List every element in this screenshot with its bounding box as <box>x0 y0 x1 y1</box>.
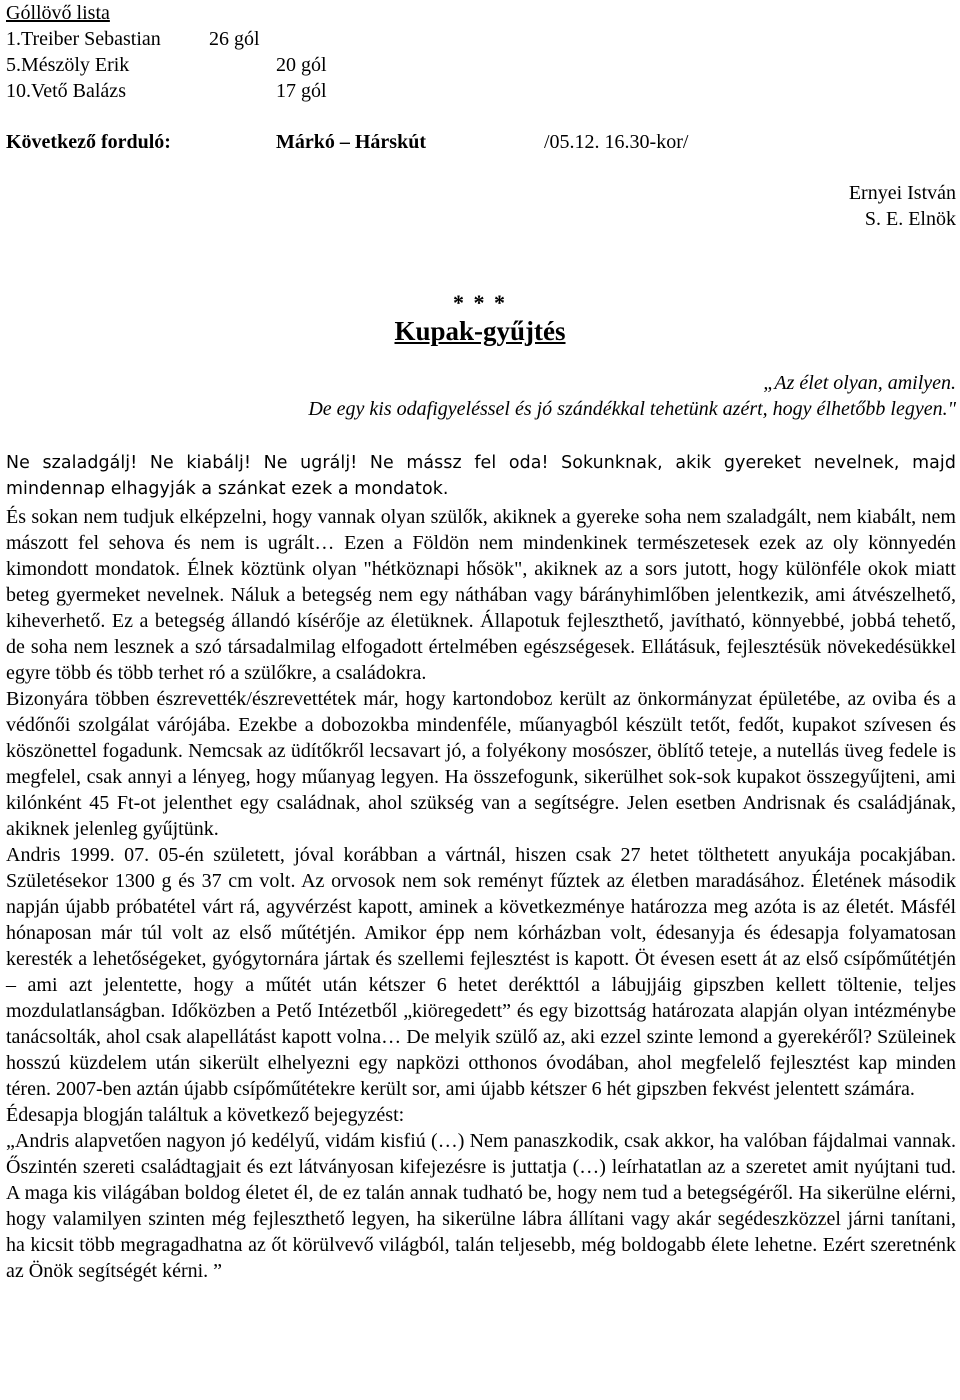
motto-line-2: De egy kis odafigyeléssel és jó szándékkal tehetünk azért, hogy élhetőbb legyen." <box>308 398 956 420</box>
article-paragraph: És sokan nem tudjuk elképzelni, hogy vannak olyan szülők, akiknek a gyereke soha nem szaladgált, nem kiabált, nem mászott fel sehova és nem is ugrált… Ezen a Földön nem mindenkinek természetesek ezek az oly könnyedén kimondott mondatok. Élnek köztünk olyan "hétköznapi hősök", akiknek az a sors jutott, hogy különféle okok miatt beteg gyermeket nevelnek. Náluk a betegség nem egy náthában vagy bárányhimlőben jelentkezik, ami átvészelhető, kiheverhető. Ez a betegség állandó kísérője az életüknek. Állapotuk fejleszthető, javítható, könnyebbé, jobbá tehető, de soha nem lesznek a szó társadalmilag elfogadott értelmében egészségesek. Ellátásuk, fejlesztésük növekedésükkel egyre több és több terhet ró a szülőkre, a családokra. <box>6 506 956 684</box>
article-paragraph: Bizonyára többen észrevették/észrevettétek már, hogy kartondoboz került az önkormányzat épületébe, az oviba és a védőnői szolgálat várójába. Ezekbe a dobozokba mindenféle, műanyagból készült tetőt, fedőt, kupakot szívesen és köszönettel fogadunk. Nemcsak az üdítőkről lecsavart jó, a folyékony mosószer, öblítő teteje, a nutellás üveg fedele is megfelel, csak annyi a lényeg, hogy műanyag legyen. Ha összefogunk, sikerülhet sok-sok kupakot összegyűjteni, ami kilónként 45 Ft-ot jelenthet egy családnak, ahol szükség van a segítségre. Jelen esetben Andrisnak és családjának, akiknek jelenleg gyűjtünk. <box>6 688 956 840</box>
article-quote-paragraph: „Andris alapvetően nagyon jó kedélyű, vidám kisfiú (…) Nem panaszkodik, csak akkor, ha valóban fájdalmai vannak. Őszintén szereti családtagjait és ezt látványosan kifejezésre is juttatja (…) leírhatatlan az a szeretet amit nyújtani tud. A maga kis világában boldog életet él, de ez talán annak tudható be, hogy nem tud a betegségéről. Ha sikerülne elérni, hogy valamilyen szinten még fejleszthető legyen, ha sikerülne lábra állítani vagy akár segédeszközzel járni tanítani, ha kicsit több megragadhatna az őt körülvevő világból, talán teljesebb, még boldogabb élete lehetne. Ezért szeretnénk az Önök segítségét kérni. ” <box>6 1130 956 1282</box>
scorer-name: 1.Treiber Sebastian <box>6 28 161 50</box>
scorer-goals: 17 gól <box>276 80 327 102</box>
next-round-time: /05.12. 16.30-kor/ <box>544 131 689 153</box>
article-title: Kupak-gyűjtés <box>394 316 566 346</box>
article-paragraph: Andris 1999. 07. 05-én született, jóval korábban a vártnál, hiszen csak 27 hetet tölthetett anyukája pocakjában. Születésekor 1300 g és 37 cm volt. Az orvosok nem sok reményt fűztek az életben maradásához. Életének második napján újabb próbatétel várt rá, agyvérzést kapott, aminek a következménye határozza meg azóta is az életét. Másfél hónaposan már túl volt az első műtétjén. Amikor épp nem kórházban volt, édesanyja és édesapja folyamatosan keresték a lehetőségeket, gyógytornára jártak és szellemi fejlesztést is kapott. Öt évesen esett át az első csípőműtétjén – ami azt jelentette, hogy a műtét után kétszer 6 hetet derékttól a lábujjáig gipszben kellett töltenie, teljes mozdulatlanságban. Időközben a Pető Intézetből „kiöregedett” és egy bizottság határozata alapján olyan intézménybe tanácsolták, ahol csak alapellátást kapott volna… De melyik szülő az, aki ezzel szinte lemond a gyerekéről? Szüleinek hosszú küzdelem után sikerült elhelyezni egy napközi otthonos óvodában, ahol megfelelő fejlesztést kap minden téren. 2007-ben aztán újabb csípőműtétekre került sor, ami újabb kétszer 6 hét gipszben fekvést jelentett számára. <box>6 844 956 1100</box>
article-paragraph: Édesapja blogján találtuk a következő bejegyzést: <box>6 1104 405 1126</box>
motto-line-1: „Az élet olyan, amilyen. <box>763 372 956 394</box>
signature-name: Ernyei István <box>848 182 956 204</box>
scorer-goals: 26 gól <box>209 28 260 50</box>
signature-role: S. E. Elnök <box>864 208 956 230</box>
scorer-name: 5.Mészöly Erik <box>6 54 130 76</box>
scorer-name: 10.Vető Balázs <box>6 80 126 102</box>
next-round-match: Márkó – Hárskút <box>276 131 426 153</box>
scorer-goals: 20 gól <box>276 54 327 76</box>
scorers-title: Góllövő lista <box>6 2 110 24</box>
next-round-label: Következő forduló: <box>6 131 171 153</box>
article-body <box>6 504 956 1284</box>
section-separator: * * * <box>453 290 507 315</box>
article-intro: Ne szaladgálj! Ne kiabálj! Ne ugrálj! Ne mássz fel oda! Sokunknak, akik gyereket nevelnek, majd mindennap elhagyják a szánkat ezek a mondatok. <box>6 453 956 499</box>
